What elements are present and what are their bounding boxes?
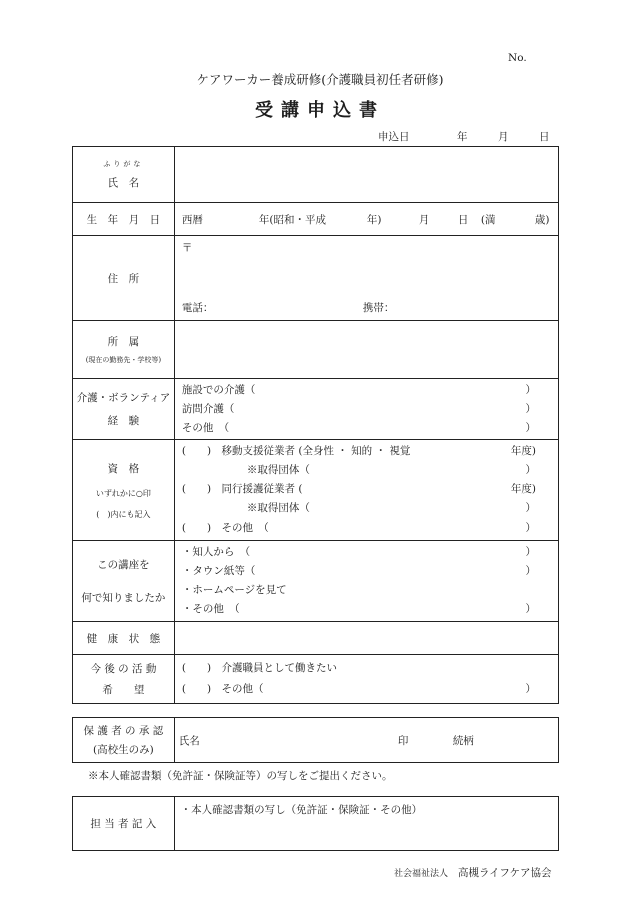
future-label-1: 今 後 の 活 動 xyxy=(90,663,157,675)
paren-close: ） xyxy=(525,464,536,476)
staff-field[interactable] xyxy=(174,797,558,851)
source-field[interactable] xyxy=(174,541,558,622)
paren-close: ） xyxy=(525,683,536,695)
health-label: 健 康 状 態 xyxy=(73,622,175,655)
experience-facility: 施設での介護（ xyxy=(181,384,256,396)
fiscal-year-label: 年度) xyxy=(510,445,536,457)
future-care-worker-option: ( ) 介護職員として働きたい xyxy=(181,662,338,674)
guardian-table xyxy=(72,717,559,763)
qualification-note-2: ( )内にも記入 xyxy=(96,509,151,519)
source-acquaintance: ・知人から （ xyxy=(181,546,251,558)
age-open: (満 xyxy=(480,214,496,226)
guardian-label-2: (高校生のみ) xyxy=(93,744,154,756)
source-other: ・その他 （ xyxy=(181,603,240,615)
paren-close: ） xyxy=(525,384,536,396)
address-label: 住 所 xyxy=(73,236,175,321)
mobile-label: 携帯： xyxy=(362,302,395,314)
apply-date-year: 年 xyxy=(457,131,468,143)
birth-year-close: 年) xyxy=(366,214,382,226)
seireki-label: 西暦 xyxy=(181,214,203,226)
future-activity-row xyxy=(73,655,559,704)
paren-close: ） xyxy=(525,422,536,434)
affiliation-row xyxy=(73,321,559,379)
paren-close: ） xyxy=(525,603,536,615)
phone-label: 電話： xyxy=(181,302,214,314)
experience-row xyxy=(73,379,559,440)
birthdate-row xyxy=(73,203,559,236)
application-form-table xyxy=(72,146,559,704)
experience-label-1: 介護・ボランティア xyxy=(76,392,171,404)
relation-label: 続柄 xyxy=(452,735,474,747)
name-label: 氏 名 xyxy=(107,177,140,189)
issuer-label: ※取得団体（ xyxy=(246,502,310,514)
birth-day: 日 xyxy=(457,214,469,226)
fiscal-year-label: 年度) xyxy=(510,483,536,495)
org-type: 社会福祉法人 xyxy=(394,869,449,879)
address-field[interactable] xyxy=(174,236,558,321)
qualification-field[interactable] xyxy=(174,440,558,541)
furigana-label: ふりがな xyxy=(103,160,144,168)
experience-other: その他 （ xyxy=(181,422,230,434)
name-row xyxy=(73,147,559,203)
guardian-name-label: 氏名 xyxy=(178,735,200,747)
future-other-option: ( ) その他（ xyxy=(181,683,264,695)
qualification-label: 資 格 xyxy=(107,462,140,475)
birth-year-era: 年(昭和・平成 xyxy=(258,214,326,226)
address-row xyxy=(73,236,559,321)
affiliation-note: (現在の勤務先・学校等) xyxy=(85,356,162,364)
page-title: 受講申込書 xyxy=(255,100,385,121)
paren-close: ） xyxy=(525,502,536,514)
experience-visit: 訪問介護（ xyxy=(181,403,235,415)
document-number: No. xyxy=(508,52,527,64)
source-homepage: ・ホームページを見て xyxy=(181,584,287,596)
source-row xyxy=(73,541,559,622)
course-subtitle: ケアワーカー養成研修(介護職員初任者研修) xyxy=(196,72,444,87)
mobility-support-option: ( ) 移動支援従業者 (全身性 ・ 知的 ・ 視覚 xyxy=(181,445,411,457)
qualification-row xyxy=(73,440,559,541)
health-field[interactable] xyxy=(174,622,558,655)
staff-label: 担 当 者 記 入 xyxy=(73,797,175,851)
qualification-note-1: いずれかに○印 xyxy=(95,488,151,498)
apply-date-label: 申込日 xyxy=(378,131,410,143)
source-label-2: 何で知りましたか xyxy=(81,592,166,604)
postal-mark: 〒 xyxy=(181,242,193,254)
paren-close: ） xyxy=(525,403,536,415)
source-label-1: この講座を xyxy=(97,559,150,571)
staff-table xyxy=(72,796,559,851)
future-field[interactable] xyxy=(174,655,558,704)
affiliation-field[interactable] xyxy=(174,321,558,379)
affiliation-label: 所 属 xyxy=(107,336,140,348)
seal-mark: 印 xyxy=(397,735,409,747)
guardian-label-1: 保 護 者 の 承 認 xyxy=(83,725,164,737)
apply-date-month: 月 xyxy=(498,131,509,143)
age-close: 歳) xyxy=(534,214,550,226)
birthdate-field[interactable] xyxy=(174,203,558,236)
guardian-field[interactable] xyxy=(174,718,558,763)
accompany-support-option: ( ) 同行援護従業者 ( xyxy=(181,483,303,495)
issuer-label: ※取得団体（ xyxy=(246,464,310,476)
birth-month: 月 xyxy=(418,214,430,226)
experience-field[interactable] xyxy=(174,379,558,440)
id-document-notice: ※本人確認書類（免許証・保険証等）の写しをご提出ください。 xyxy=(88,770,393,782)
experience-label-2: 経 験 xyxy=(107,415,140,427)
name-field[interactable] xyxy=(174,147,558,203)
paren-close: ） xyxy=(525,522,536,534)
source-town-paper: ・タウン紙等（ xyxy=(181,565,256,577)
org-name: 高槻ライフケア協会 xyxy=(458,867,552,879)
staff-checklist-item: ・本人確認書類の写し（免許証・保険証・その他） xyxy=(180,804,423,816)
paren-close: ） xyxy=(525,546,536,558)
apply-date-day: 日 xyxy=(539,131,550,143)
paren-close: ） xyxy=(525,565,536,577)
birthdate-label: 生 年 月 日 xyxy=(73,203,175,236)
future-label-2: 希 望 xyxy=(102,684,145,696)
health-row xyxy=(73,622,559,655)
qualification-other-option: ( ) その他 （ xyxy=(181,522,269,534)
